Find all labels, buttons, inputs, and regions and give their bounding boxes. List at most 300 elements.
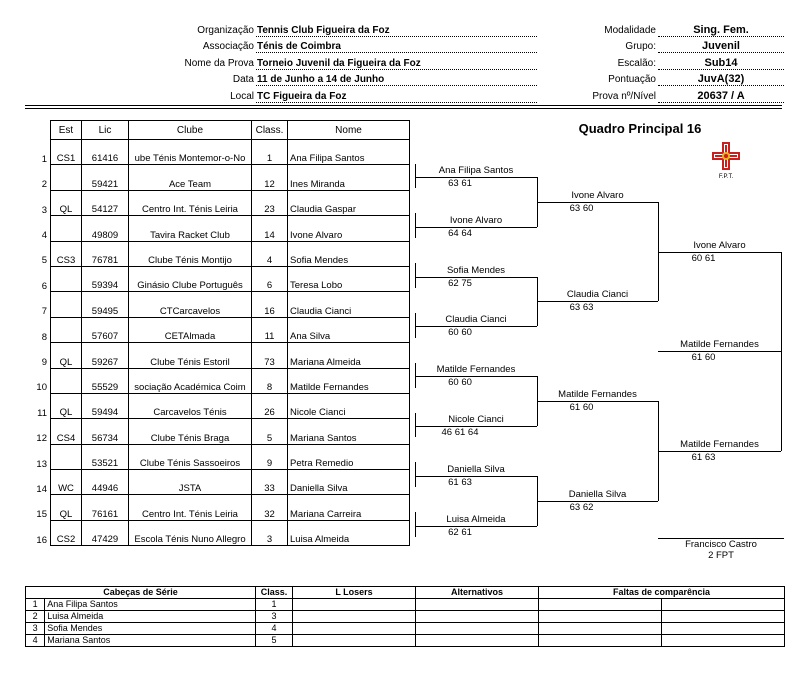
player-clube: [129, 292, 252, 317]
player-nome: [288, 343, 410, 368]
player-row: [25, 470, 410, 495]
r1-winner-score: 63 61: [448, 177, 472, 189]
player-nome: [288, 470, 410, 495]
player-lic-text: 76161: [91, 508, 119, 520]
player-nome: [288, 419, 410, 444]
r1-winner-name: Daniella Silva: [447, 463, 505, 475]
row-number-text: 10: [36, 382, 47, 394]
losers-header: L Losers: [293, 587, 416, 599]
player-row: [25, 419, 410, 444]
bottom-header-row: [26, 587, 785, 599]
player-nome: [288, 444, 410, 469]
alternates-cell: [416, 599, 539, 611]
player-class: [252, 190, 288, 215]
player-class: [252, 495, 288, 520]
player-est: [51, 393, 82, 418]
row-number-text: 15: [36, 509, 47, 521]
seed-name: Sofia Mendes: [45, 623, 256, 635]
player-class-text: 14: [264, 229, 275, 241]
row-number-text: 13: [36, 458, 47, 470]
seeds-class-header: Class.: [256, 587, 293, 599]
player-class: [252, 368, 288, 393]
player-class: [252, 266, 288, 291]
player-est: [51, 343, 82, 368]
player-lic: [82, 393, 129, 418]
player-lic: [82, 444, 129, 469]
r1-winner-score: 62 61: [448, 526, 472, 538]
player-class: [252, 241, 288, 266]
player-nome: [288, 216, 410, 241]
player-lic-text: 76781: [91, 254, 119, 266]
player-class-text: 26: [264, 407, 275, 419]
player-clube-text: Carcavelos Ténis: [153, 407, 227, 419]
value-prova-nivel: 20637 / A: [658, 90, 784, 103]
row-number-text: 14: [36, 483, 47, 495]
player-lic: [82, 470, 129, 495]
player-row: [25, 495, 410, 520]
player-class-text: 4: [266, 254, 273, 266]
label-local: Local: [230, 91, 254, 102]
player-lic: [82, 520, 129, 545]
player-nome-text: Mariana Almeida: [290, 356, 361, 368]
player-clube-text: Ace Team: [168, 178, 212, 190]
player-nome: [288, 368, 410, 393]
player-nome-text: Luisa Almeida: [290, 534, 350, 546]
row-number: [25, 343, 51, 368]
r1-winner-name: Ana Filipa Santos: [438, 164, 514, 176]
player-class: [252, 444, 288, 469]
player-lic: [82, 140, 129, 165]
player-row: [25, 444, 410, 469]
row-number: [25, 292, 51, 317]
player-nome-text: Claudia Cianci: [290, 305, 352, 317]
player-nome: [288, 241, 410, 266]
player-est-text: CS4: [56, 432, 76, 444]
value-nome-prova: Torneio Juvenil da Figueira da Foz: [256, 58, 537, 70]
player-clube: [129, 393, 252, 418]
players-header-row: [25, 121, 410, 140]
r1-winner-name: Matilde Fernandes: [436, 364, 516, 376]
player-nome-text: Daniella Silva: [290, 483, 348, 495]
player-clube: [129, 165, 252, 190]
player-lic-text: 54127: [91, 204, 119, 216]
faltas-cell-a: [539, 611, 662, 623]
player-clube-text: Clube Ténis Braga: [150, 432, 230, 444]
player-clube: [129, 419, 252, 444]
player-clube-text: ube Ténis Montemor-o-No: [134, 153, 246, 165]
player-class-text: 73: [264, 356, 275, 368]
player-est-text: CS1: [56, 153, 76, 165]
player-lic-text: 49809: [91, 229, 119, 241]
row-number: [25, 393, 51, 418]
row-number-text: 3: [41, 204, 47, 216]
player-est-text: WC: [58, 483, 74, 495]
row-number: [25, 190, 51, 215]
seed-number: 2: [26, 611, 45, 623]
seed-name: Mariana Santos: [45, 635, 256, 647]
player-lic: [82, 216, 129, 241]
row-number: [25, 419, 51, 444]
value-organizacao: Tennis Club Figueira da Foz: [256, 25, 537, 37]
row-number-text: 9: [41, 357, 47, 369]
losers-cell: [293, 611, 416, 623]
player-row: [25, 190, 410, 215]
player-nome: [288, 393, 410, 418]
player-nome-text: Claudia Gaspar: [290, 204, 357, 216]
seed-class: 4: [256, 623, 293, 635]
final-winner-score: 61 60: [691, 352, 716, 364]
player-row: [25, 292, 410, 317]
player-class-text: 12: [264, 178, 275, 190]
player-clube-text: Tavira Racket Club: [150, 229, 230, 241]
r1-winner-score: 60 60: [448, 377, 472, 389]
player-lic: [82, 317, 129, 342]
label-pontuacao: Pontuação: [608, 74, 656, 85]
player-lic-text: 59495: [91, 305, 119, 317]
fpt-logo: [708, 140, 744, 184]
label-organizacao: Organização: [197, 25, 254, 36]
player-est-text: QL: [59, 508, 73, 520]
value-pontuacao: JuvA(32): [658, 73, 784, 86]
row-number: [25, 266, 51, 291]
player-clube: [129, 343, 252, 368]
player-class-text: 32: [264, 508, 275, 520]
losers-cell: [293, 623, 416, 635]
value-grupo: Juvenil: [658, 40, 784, 53]
row-number-text: 11: [37, 407, 47, 419]
r2-winner-score: 63 62: [569, 501, 594, 513]
player-est-text: QL: [59, 204, 73, 216]
player-clube: [129, 140, 252, 165]
r1-winner-name: Nicole Cianci: [448, 413, 504, 425]
r1-winner-score: 46 61 64: [441, 426, 479, 438]
players-table: [25, 120, 410, 546]
player-clube-text: CETAlmada: [164, 331, 216, 343]
player-class: [252, 343, 288, 368]
header-rule-top: [25, 105, 782, 106]
referee-title: 2 FPT: [708, 550, 734, 561]
player-class-text: 5: [266, 432, 273, 444]
player-class: [252, 165, 288, 190]
player-est-text: QL: [59, 356, 73, 368]
player-clube: [129, 368, 252, 393]
player-est: [51, 190, 82, 215]
row-number: [25, 495, 51, 520]
player-nome: [288, 140, 410, 165]
seed-class: 3: [256, 611, 293, 623]
player-nome: [288, 292, 410, 317]
player-nome: [288, 165, 410, 190]
player-est: [51, 241, 82, 266]
player-class-text: 1: [266, 153, 273, 165]
col-est: Est: [51, 121, 82, 140]
r3-winner-score: 60 61: [691, 252, 716, 264]
r1-winner-name: Ivone Alvaro: [449, 214, 503, 226]
losers-cell: [293, 599, 416, 611]
player-nome: [288, 190, 410, 215]
referee-name: Francisco Castro: [685, 539, 757, 550]
value-data: 11 de Junho a 14 de Junho: [256, 74, 537, 86]
player-class-text: 23: [264, 204, 275, 216]
player-clube: [129, 470, 252, 495]
player-est: [51, 266, 82, 291]
player-class: [252, 419, 288, 444]
player-class-text: 8: [266, 381, 273, 393]
row-number: [25, 444, 51, 469]
player-lic: [82, 165, 129, 190]
player-lic: [82, 495, 129, 520]
player-clube: [129, 495, 252, 520]
player-class: [252, 520, 288, 545]
label-associacao: Associação: [202, 41, 254, 52]
player-clube-text: Escola Ténis Nuno Allegro: [134, 534, 246, 546]
player-class: [252, 393, 288, 418]
player-clube: [129, 520, 252, 545]
player-lic: [82, 266, 129, 291]
r1-winner-score: 62 75: [448, 277, 472, 289]
col-class: Class.: [252, 121, 288, 140]
player-nome-text: Ines Miranda: [290, 178, 345, 190]
r3-winner-name: Ivone Alvaro: [693, 239, 746, 251]
label-prova-nivel: Prova nº/Nível: [592, 91, 656, 102]
player-est-text: CS3: [56, 254, 76, 266]
player-class: [252, 470, 288, 495]
player-clube-text: CTCarcavelos: [159, 305, 221, 317]
row-number: [25, 520, 51, 545]
player-nome-text: Sofia Mendes: [290, 254, 349, 266]
value-associacao: Ténis de Coimbra: [256, 41, 537, 53]
player-row: [25, 520, 410, 545]
player-lic-text: 55529: [91, 381, 119, 393]
player-est: [51, 470, 82, 495]
seed-name: Luisa Almeida: [45, 611, 256, 623]
value-local: TC Figueira da Foz: [256, 91, 537, 103]
player-lic-text: 59421: [91, 178, 119, 190]
player-clube: [129, 317, 252, 342]
r2-winner-name: Matilde Fernandes: [558, 389, 637, 401]
r1-winner-name: Claudia Cianci: [445, 314, 507, 326]
seed-row: [26, 599, 785, 611]
r3-winner-score: 61 63: [691, 451, 716, 463]
row-number-text: 4: [41, 230, 47, 242]
player-class: [252, 216, 288, 241]
label-nome-prova: Nome da Prova: [184, 58, 254, 69]
header-rule-bottom: [25, 108, 782, 109]
faltas-cell-a: [539, 623, 662, 635]
player-lic-text: 59267: [91, 356, 119, 368]
seed-number: 1: [26, 599, 45, 611]
seed-row: [26, 611, 785, 623]
player-est: [51, 140, 82, 165]
player-row: [25, 368, 410, 393]
bottom-table: [25, 586, 785, 647]
player-est: [51, 216, 82, 241]
player-class-text: 6: [266, 280, 273, 292]
faltas-cell-b: [662, 635, 785, 647]
row-number: [25, 317, 51, 342]
player-class-text: 33: [264, 483, 275, 495]
label-escalao: Escalão:: [617, 58, 656, 69]
player-clube-text: JSTA: [178, 483, 202, 495]
seed-class: 1: [256, 599, 293, 611]
player-row: [25, 140, 410, 165]
player-class-text: 11: [264, 331, 275, 343]
player-lic: [82, 292, 129, 317]
seed-number: 4: [26, 635, 45, 647]
r2-winner-score: 61 60: [569, 402, 594, 414]
logo-text: F.P.T.: [718, 174, 734, 180]
player-lic-text: 59494: [91, 407, 119, 419]
r3-winner-name: Matilde Fernandes: [680, 438, 759, 450]
row-number: [25, 140, 51, 165]
player-est-text: QL: [59, 407, 73, 419]
alternates-cell: [416, 635, 539, 647]
label-data: Data: [232, 74, 254, 85]
player-lic-text: 56734: [91, 432, 119, 444]
player-nome-text: Ivone Alvaro: [290, 229, 343, 241]
player-est: [51, 444, 82, 469]
player-row: [25, 317, 410, 342]
col-clube: Clube: [129, 121, 252, 140]
player-lic: [82, 343, 129, 368]
r1-winner-score: 61 63: [448, 476, 472, 488]
player-class-text: 9: [266, 458, 273, 470]
r2-winner-score: 63 63: [569, 302, 594, 314]
player-clube-text: Centro Int. Ténis Leiria: [142, 508, 238, 520]
player-row: [25, 266, 410, 291]
label-grupo: Grupo:: [625, 41, 656, 52]
row-number-text: 8: [41, 331, 47, 343]
seed-class: 5: [256, 635, 293, 647]
player-class: [252, 140, 288, 165]
player-class: [252, 292, 288, 317]
faltas-cell-a: [539, 599, 662, 611]
player-lic: [82, 241, 129, 266]
row-number-text: 7: [41, 306, 47, 318]
player-lic-text: 53521: [91, 458, 119, 470]
value-escalao: Sub14: [658, 57, 784, 70]
row-number: [25, 368, 51, 393]
player-clube: [129, 216, 252, 241]
seed-row: [26, 623, 785, 635]
player-est: [51, 419, 82, 444]
row-number: [25, 216, 51, 241]
player-est: [51, 165, 82, 190]
faltas-cell-b: [662, 611, 785, 623]
faltas-header: Faltas de comparência: [539, 587, 785, 599]
player-lic: [82, 419, 129, 444]
player-clube: [129, 444, 252, 469]
player-class: [252, 317, 288, 342]
seed-number: 3: [26, 623, 45, 635]
player-row: [25, 241, 410, 266]
r1-winner-name: Sofia Mendes: [446, 264, 506, 276]
player-row: [25, 343, 410, 368]
r1-winner-score: 64 64: [448, 227, 472, 239]
player-nome-text: Mariana Santos: [290, 432, 357, 444]
final-winner-name: Matilde Fernandes: [680, 339, 759, 351]
player-lic-text: 47429: [91, 534, 119, 546]
player-nome-text: Matilde Fernandes: [290, 381, 369, 393]
row-number-text: 12: [36, 433, 47, 445]
value-modalidade: Sing. Fem.: [658, 24, 784, 37]
label-modalidade: Modalidade: [604, 25, 656, 36]
player-nome-text: Nicole Cianci: [290, 407, 346, 419]
player-nome-text: Ana Silva: [290, 331, 331, 343]
player-lic-text: 44946: [91, 483, 119, 495]
col-nome: Nome: [288, 121, 410, 140]
r2-winner-score: 63 60: [569, 202, 594, 214]
alternates-cell: [416, 623, 539, 635]
row-number-text: 16: [36, 534, 47, 546]
alternates-header: Alternativos: [416, 587, 539, 599]
player-row: [25, 165, 410, 190]
player-est: [51, 495, 82, 520]
player-clube-text: Centro Int. Ténis Leiria: [142, 204, 238, 216]
player-class-text: 16: [264, 305, 275, 317]
player-lic: [82, 368, 129, 393]
row-number: [25, 470, 51, 495]
player-clube-text: Clube Ténis Estoril: [150, 356, 230, 368]
seeds-header: Cabeças de Série: [26, 587, 256, 599]
r2-winner-name: Daniella Silva: [568, 488, 627, 500]
faltas-cell-a: [539, 635, 662, 647]
player-est: [51, 368, 82, 393]
player-lic-text: 61416: [91, 153, 119, 165]
player-nome-text: Ana Filipa Santos: [290, 153, 365, 165]
r2-winner-name: Ivone Alvaro: [571, 189, 624, 201]
r1-winner-score: 60 60: [448, 327, 472, 339]
draw-title: Quadro Principal 16: [578, 121, 702, 136]
player-est: [51, 520, 82, 545]
faltas-cell-b: [662, 623, 785, 635]
player-lic-text: 59394: [91, 280, 119, 292]
player-clube-text: sociação Académica Coim: [134, 381, 246, 393]
losers-cell: [293, 635, 416, 647]
player-nome-text: Mariana Carreira: [290, 508, 362, 520]
row-number-text: 6: [41, 280, 47, 292]
row-number-text: 5: [41, 255, 47, 267]
player-clube: [129, 190, 252, 215]
player-nome: [288, 317, 410, 342]
faltas-cell-b: [662, 599, 785, 611]
player-nome: [288, 266, 410, 291]
player-lic: [82, 190, 129, 215]
player-nome: [288, 495, 410, 520]
player-nome-text: Teresa Lobo: [290, 280, 343, 292]
row-number: [25, 241, 51, 266]
player-nome: [288, 520, 410, 545]
player-class-text: 3: [266, 534, 273, 546]
player-clube: [129, 266, 252, 291]
seed-name: Ana Filipa Santos: [45, 599, 256, 611]
alternates-cell: [416, 611, 539, 623]
player-clube-text: Ginásio Clube Português: [137, 280, 243, 292]
r2-winner-name: Claudia Cianci: [566, 289, 629, 301]
player-clube: [129, 241, 252, 266]
player-nome-text: Petra Remedio: [290, 458, 354, 470]
player-lic-text: 57607: [91, 331, 119, 343]
player-row: [25, 393, 410, 418]
player-clube-text: Clube Ténis Montijo: [148, 254, 232, 266]
r1-winner-name: Luisa Almeida: [446, 513, 506, 525]
row-number-text: 2: [41, 179, 47, 191]
row-number: [25, 165, 51, 190]
row-number-text: 1: [41, 153, 47, 165]
seed-row: [26, 635, 785, 647]
player-clube-text: Clube Ténis Sassoeiros: [139, 458, 241, 470]
player-row: [25, 216, 410, 241]
